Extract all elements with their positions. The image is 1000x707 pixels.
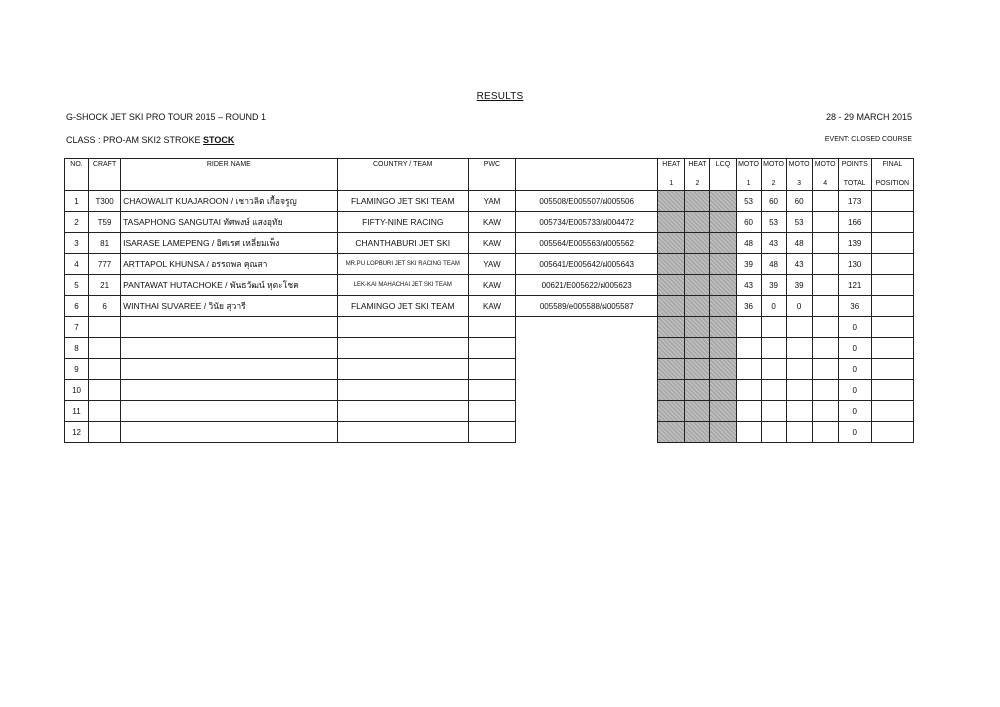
cell-moto-1 (736, 380, 761, 401)
cell-lcq (710, 401, 736, 422)
cell-rider: ARTTAPOL KHUNSA / อรรถพล คุณสา (121, 254, 338, 275)
cell-rider (121, 338, 338, 359)
cell-heat-2 (685, 401, 710, 422)
cell-heat-1 (658, 233, 685, 254)
cell-moto-1: 48 (736, 233, 761, 254)
cell-moto-3: 53 (786, 212, 812, 233)
cell-points-total: 0 (838, 401, 871, 422)
cell-moto-3 (786, 317, 812, 338)
cell-rider: PANTAWAT HUTACHOKE / พันธวัฒน์ หุตะโชค (121, 275, 338, 296)
cell-final-position (871, 422, 913, 443)
col-moto-4-sub: 4 (812, 176, 838, 191)
table-row (65, 233, 914, 254)
event-name: G-SHOCK JET SKI PRO TOUR 2015 – ROUND 1 (66, 112, 267, 122)
cell-team (337, 401, 468, 422)
cell-moto-2: 39 (761, 275, 786, 296)
cell-heat-1 (658, 422, 685, 443)
cell-pwc (468, 359, 515, 380)
cell-team: MR.PU LOPBURI JET SKI RACING TEAM (337, 254, 468, 275)
cell-team (337, 380, 468, 401)
col-pwc: PWC (468, 159, 515, 177)
cell-moto-4 (812, 317, 838, 338)
cell-no: 7 (65, 317, 89, 338)
cell-heat-1 (658, 401, 685, 422)
cell-rider (121, 317, 338, 338)
cell-no: 6 (65, 296, 89, 317)
cell-team: FLAMINGO JET SKI TEAM (337, 296, 468, 317)
table-row (65, 338, 914, 359)
cell-moto-3 (786, 380, 812, 401)
cell-no: 2 (65, 212, 89, 233)
col-moto-4: MOTO (812, 159, 838, 177)
cell-final-position (871, 275, 913, 296)
cell-points-total: 0 (838, 359, 871, 380)
cell-final-position (871, 317, 913, 338)
cell-lcq (710, 380, 736, 401)
cell-moto-3 (786, 338, 812, 359)
cell-registration (516, 422, 658, 443)
cell-craft: 6 (89, 296, 121, 317)
cell-rider: ISARASE LAMEPENG / อิศเรศ เหลี่ยมเพ็ง (121, 233, 338, 254)
cell-heat-1 (658, 317, 685, 338)
cell-moto-2 (761, 380, 786, 401)
col-moto-3: MOTO (786, 159, 812, 177)
class-line (66, 135, 234, 145)
col-team: COUNTRY / TEAM (337, 159, 468, 177)
cell-moto-2 (761, 401, 786, 422)
cell-rider (121, 422, 338, 443)
cell-moto-2: 48 (761, 254, 786, 275)
cell-registration (516, 380, 658, 401)
course-type: EVENT: CLOSED COURSE (824, 136, 912, 143)
cell-moto-1: 60 (736, 212, 761, 233)
col-moto-1-sub: 1 (736, 176, 761, 191)
cell-pwc: YAM (468, 191, 515, 212)
cell-registration: 005734/E005733/ฝ004472 (516, 212, 658, 233)
col-heat-1: HEAT (658, 159, 685, 177)
cell-heat-1 (658, 359, 685, 380)
cell-no: 8 (65, 338, 89, 359)
cell-moto-2 (761, 317, 786, 338)
cell-final-position (871, 212, 913, 233)
cell-rider (121, 401, 338, 422)
cell-pwc: KAW (468, 233, 515, 254)
col-no: NO. (65, 159, 89, 177)
cell-moto-3 (786, 401, 812, 422)
table-row (65, 317, 914, 338)
cell-points-total: 166 (838, 212, 871, 233)
cell-heat-1 (658, 296, 685, 317)
table-row (65, 296, 914, 317)
cell-heat-1 (658, 380, 685, 401)
cell-lcq (710, 296, 736, 317)
cell-moto-3 (786, 422, 812, 443)
cell-craft: T300 (89, 191, 121, 212)
col-registration (516, 159, 658, 177)
cell-moto-3: 48 (786, 233, 812, 254)
cell-moto-1 (736, 422, 761, 443)
cell-heat-2 (685, 380, 710, 401)
cell-team (337, 359, 468, 380)
cell-moto-4 (812, 233, 838, 254)
table-row (65, 401, 914, 422)
cell-registration (516, 401, 658, 422)
col-final: FINAL (871, 159, 913, 177)
cell-final-position (871, 359, 913, 380)
cell-moto-4 (812, 275, 838, 296)
col-heat-2: HEAT (685, 159, 710, 177)
cell-lcq (710, 359, 736, 380)
cell-moto-3: 0 (786, 296, 812, 317)
table-row (65, 275, 914, 296)
cell-moto-2 (761, 359, 786, 380)
cell-moto-3: 43 (786, 254, 812, 275)
cell-moto-1 (736, 317, 761, 338)
cell-moto-2 (761, 338, 786, 359)
class-label: CLASS : PRO-AM SKI2 STROKE (66, 135, 204, 145)
cell-rider: WINTHAI SUVAREE / วินัย สุวารี (121, 296, 338, 317)
cell-lcq (710, 317, 736, 338)
cell-craft (89, 422, 121, 443)
cell-points-total: 139 (838, 233, 871, 254)
table-row (65, 380, 914, 401)
cell-heat-2 (685, 422, 710, 443)
cell-team (337, 338, 468, 359)
cell-moto-4 (812, 422, 838, 443)
col-heat-1-sub: 1 (658, 176, 685, 191)
col-points: POINTS (838, 159, 871, 177)
event-date: 28 - 29 MARCH 2015 (825, 112, 912, 122)
cell-craft (89, 317, 121, 338)
cell-moto-4 (812, 338, 838, 359)
cell-moto-4 (812, 191, 838, 212)
cell-craft (89, 359, 121, 380)
cell-heat-2 (685, 254, 710, 275)
cell-craft (89, 338, 121, 359)
cell-lcq (710, 233, 736, 254)
cell-craft: 777 (89, 254, 121, 275)
results-body (65, 191, 914, 443)
cell-lcq (710, 338, 736, 359)
cell-final-position (871, 296, 913, 317)
cell-moto-4 (812, 401, 838, 422)
col-heat-2-sub: 2 (685, 176, 710, 191)
cell-points-total: 0 (838, 317, 871, 338)
cell-registration: 005641/E005642/ฝ005643 (516, 254, 658, 275)
cell-heat-1 (658, 254, 685, 275)
cell-points-total: 36 (838, 296, 871, 317)
cell-rider (121, 380, 338, 401)
cell-heat-1 (658, 191, 685, 212)
cell-moto-4 (812, 254, 838, 275)
cell-lcq (710, 212, 736, 233)
cell-heat-2 (685, 212, 710, 233)
cell-rider (121, 359, 338, 380)
col-points-sub: TOTAL (838, 176, 871, 191)
cell-registration (516, 338, 658, 359)
cell-team: CHANTHABURI JET SKI (337, 233, 468, 254)
table-row (65, 212, 914, 233)
cell-final-position (871, 380, 913, 401)
results-table (64, 158, 914, 443)
cell-no: 9 (65, 359, 89, 380)
cell-points-total: 173 (838, 191, 871, 212)
cell-craft (89, 401, 121, 422)
cell-moto-4 (812, 380, 838, 401)
cell-moto-1: 39 (736, 254, 761, 275)
cell-points-total: 0 (838, 422, 871, 443)
cell-pwc (468, 401, 515, 422)
cell-lcq (710, 422, 736, 443)
cell-registration: 005508/E005507/ฝ005506 (516, 191, 658, 212)
cell-heat-1 (658, 275, 685, 296)
cell-heat-2 (685, 296, 710, 317)
table-row (65, 191, 914, 212)
cell-heat-2 (685, 317, 710, 338)
cell-points-total: 0 (838, 338, 871, 359)
cell-final-position (871, 338, 913, 359)
cell-points-total: 0 (838, 380, 871, 401)
cell-moto-2: 0 (761, 296, 786, 317)
cell-no: 4 (65, 254, 89, 275)
cell-pwc (468, 422, 515, 443)
cell-moto-2: 43 (761, 233, 786, 254)
cell-final-position (871, 254, 913, 275)
cell-craft (89, 380, 121, 401)
cell-registration: 005589/e005588/ฝ005587 (516, 296, 658, 317)
cell-craft: 81 (89, 233, 121, 254)
col-lcq: LCQ (710, 159, 736, 177)
table-row (65, 422, 914, 443)
cell-moto-4 (812, 359, 838, 380)
cell-moto-1 (736, 359, 761, 380)
col-rider: RIDER NAME (121, 159, 338, 177)
cell-rider: CHAOWALIT KUAJAROON / เชาวลิต เกื้อจรูญ (121, 191, 338, 212)
cell-heat-2 (685, 275, 710, 296)
cell-moto-4 (812, 296, 838, 317)
cell-pwc: KAW (468, 275, 515, 296)
cell-no: 1 (65, 191, 89, 212)
cell-registration: 005564/E005563/ฝ005562 (516, 233, 658, 254)
cell-no: 10 (65, 380, 89, 401)
col-moto-3-sub: 3 (786, 176, 812, 191)
cell-rider: TASAPHONG SANGUTAI ทัศพงษ์ แสงอุทัย (121, 212, 338, 233)
col-craft: CRAFT (89, 159, 121, 177)
page-title: RESULTS (476, 91, 524, 102)
cell-team: FIFTY-NINE RACING (337, 212, 468, 233)
cell-moto-3 (786, 359, 812, 380)
cell-no: 5 (65, 275, 89, 296)
cell-craft: 21 (89, 275, 121, 296)
cell-final-position (871, 401, 913, 422)
col-final-sub: POSITION (871, 176, 913, 191)
cell-pwc: YAW (468, 254, 515, 275)
cell-moto-2 (761, 422, 786, 443)
cell-moto-2: 53 (761, 212, 786, 233)
cell-no: 11 (65, 401, 89, 422)
cell-heat-2 (685, 338, 710, 359)
col-moto-1: MOTO (736, 159, 761, 177)
cell-heat-1 (658, 338, 685, 359)
cell-final-position (871, 233, 913, 254)
cell-heat-2 (685, 191, 710, 212)
cell-pwc (468, 380, 515, 401)
cell-team (337, 317, 468, 338)
cell-no: 12 (65, 422, 89, 443)
col-moto-2: MOTO (761, 159, 786, 177)
cell-lcq (710, 254, 736, 275)
table-row (65, 359, 914, 380)
class-emphasis: STOCK (203, 135, 235, 145)
cell-registration: 00621/E005622/ฝ005623 (516, 275, 658, 296)
cell-registration (516, 317, 658, 338)
col-moto-2-sub: 2 (761, 176, 786, 191)
cell-team (337, 422, 468, 443)
cell-moto-1 (736, 401, 761, 422)
cell-lcq (710, 275, 736, 296)
cell-no: 3 (65, 233, 89, 254)
cell-points-total: 130 (838, 254, 871, 275)
cell-moto-1: 43 (736, 275, 761, 296)
cell-moto-4 (812, 212, 838, 233)
cell-moto-1: 36 (736, 296, 761, 317)
cell-pwc: KAW (468, 296, 515, 317)
cell-final-position (871, 191, 913, 212)
cell-team: LEK-KAI MAHACHAI JET SKI TEAM (337, 275, 468, 296)
cell-points-total: 121 (838, 275, 871, 296)
cell-heat-2 (685, 233, 710, 254)
cell-team: FLAMINGO JET SKI TEAM (337, 191, 468, 212)
cell-pwc (468, 338, 515, 359)
cell-pwc: KAW (468, 212, 515, 233)
cell-craft: T59 (89, 212, 121, 233)
cell-heat-2 (685, 359, 710, 380)
cell-moto-3: 39 (786, 275, 812, 296)
cell-pwc (468, 317, 515, 338)
cell-moto-1: 53 (736, 191, 761, 212)
cell-lcq (710, 191, 736, 212)
cell-moto-2: 60 (761, 191, 786, 212)
cell-moto-3: 60 (786, 191, 812, 212)
table-row (65, 254, 914, 275)
cell-moto-1 (736, 338, 761, 359)
cell-heat-1 (658, 212, 685, 233)
cell-registration (516, 359, 658, 380)
